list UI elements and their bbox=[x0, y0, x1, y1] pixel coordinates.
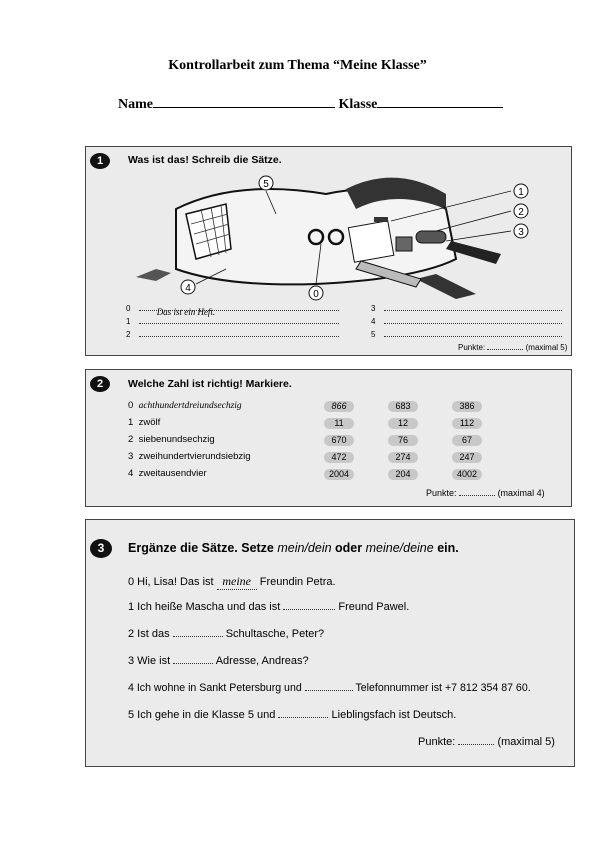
strap-left-shape bbox=[136, 269, 171, 281]
task2-points bbox=[426, 488, 545, 498]
callout-line-3 bbox=[446, 231, 511, 241]
line-1-answer[interactable] bbox=[139, 323, 339, 324]
option-pill[interactable]: 472 bbox=[324, 452, 354, 463]
callout-label-3: 3 bbox=[518, 227, 524, 238]
sentence-3 bbox=[128, 655, 309, 667]
sentence-text: Freundin Petra. bbox=[259, 576, 336, 588]
instruction-part: oder bbox=[331, 541, 366, 555]
row-number: 0 bbox=[128, 400, 134, 411]
line-2-answer[interactable] bbox=[139, 336, 339, 337]
glue-stick-shape bbox=[416, 231, 446, 243]
sentence-4 bbox=[128, 682, 531, 694]
line-3-answer[interactable] bbox=[384, 310, 562, 311]
task3-points bbox=[418, 736, 555, 748]
option-pill[interactable]: 4002 bbox=[452, 469, 482, 480]
line-5-number: 5 bbox=[371, 330, 376, 339]
task2-points-field[interactable] bbox=[459, 495, 495, 496]
callout-label-4: 4 bbox=[185, 283, 191, 294]
task2-number-badge: 2 bbox=[90, 376, 110, 392]
instruction-part: mein/dein bbox=[277, 541, 332, 555]
task2-row-1 bbox=[128, 417, 160, 428]
sentence-text: 4 Ich wohne in Sankt Petersburg und bbox=[128, 682, 302, 694]
sentence-text: Telefonnummer ist +7 812 354 87 60. bbox=[355, 682, 531, 694]
row-word: zweihundertvierundsiebzig bbox=[138, 451, 251, 462]
task2-row-0 bbox=[128, 400, 242, 411]
task2-box bbox=[85, 369, 572, 507]
sentence-text: 5 Ich gehe in die Klasse 5 und bbox=[128, 709, 276, 721]
line-4-number: 4 bbox=[371, 317, 376, 326]
line-0-number: 0 bbox=[126, 304, 131, 313]
task2-instruction: Welche Zahl ist richtig! Markiere. bbox=[128, 378, 292, 390]
task3-max-label: (maximal 5) bbox=[497, 736, 555, 748]
sentence-0 bbox=[128, 574, 336, 590]
task1-number-badge: 1 bbox=[90, 153, 110, 169]
task1-points-label: Punkte: bbox=[458, 343, 486, 352]
name-class-line bbox=[118, 93, 503, 113]
option-pill[interactable]: 386 bbox=[452, 401, 482, 412]
line-1-number: 1 bbox=[126, 317, 131, 326]
line-5 bbox=[371, 330, 562, 339]
sentence-text: Freund Pawel. bbox=[338, 601, 410, 613]
option-pill[interactable]: 670 bbox=[324, 435, 354, 446]
sentence-text: Schultasche, Peter? bbox=[225, 628, 325, 640]
sentence-text: 3 Wie ist bbox=[128, 655, 171, 667]
option-pill[interactable]: 274 bbox=[388, 452, 418, 463]
task1-points-field[interactable] bbox=[487, 349, 523, 350]
notebook-shape bbox=[348, 221, 393, 262]
task3-box bbox=[85, 519, 575, 767]
instruction-part: Ergänze die Sätze. Setze bbox=[128, 541, 278, 555]
sentence-5 bbox=[128, 709, 456, 721]
line-5-answer[interactable] bbox=[384, 336, 562, 337]
option-pill[interactable]: 866 bbox=[324, 401, 354, 412]
task1-points bbox=[458, 343, 567, 352]
line-2 bbox=[126, 330, 339, 339]
task1-max-label: (maximal 5) bbox=[525, 343, 568, 352]
option-pill[interactable]: 112 bbox=[452, 418, 482, 429]
option-pill[interactable]: 2004 bbox=[324, 469, 354, 480]
page-title: Kontrollarbeit zum Thema “Meine Klasse” bbox=[168, 58, 427, 73]
task2-points-label: Punkte: bbox=[426, 488, 457, 498]
row-number: 1 bbox=[128, 417, 134, 428]
task3-points-label: Punkte: bbox=[418, 736, 456, 748]
row-word: achthundertdreiundsechzig bbox=[138, 401, 242, 411]
line-3 bbox=[371, 304, 562, 313]
sentence-1 bbox=[128, 601, 409, 613]
callout-label-1: 1 bbox=[518, 187, 524, 198]
row-number: 3 bbox=[128, 451, 134, 462]
class-blank[interactable] bbox=[377, 93, 503, 108]
sentence-text: Adresse, Andreas? bbox=[215, 655, 309, 667]
instruction-part: meine/deine bbox=[365, 541, 434, 555]
sentence-3-blank[interactable] bbox=[173, 663, 213, 664]
name-blank[interactable] bbox=[153, 93, 335, 108]
row-word: zwölf bbox=[138, 417, 161, 428]
sentence-text: Lieblingsfach ist Deutsch. bbox=[331, 709, 457, 721]
task1-instruction: Was ist das! Schreib die Sätze. bbox=[128, 154, 282, 166]
task3-instruction bbox=[128, 541, 459, 555]
task1-box bbox=[85, 146, 572, 356]
sharpener-shape bbox=[396, 237, 412, 251]
line-4-answer[interactable] bbox=[384, 323, 562, 324]
row-number: 2 bbox=[128, 434, 134, 445]
strap-bottom-shape bbox=[416, 274, 476, 299]
option-pill[interactable]: 76 bbox=[388, 435, 418, 446]
sentence-2 bbox=[128, 628, 324, 640]
task2-row-2 bbox=[128, 434, 215, 445]
option-pill[interactable]: 683 bbox=[388, 401, 418, 412]
schoolbag-illustration bbox=[116, 169, 566, 309]
line-2-number: 2 bbox=[126, 330, 131, 339]
option-pill[interactable]: 204 bbox=[388, 469, 418, 480]
option-pill[interactable]: 11 bbox=[324, 418, 354, 429]
option-pill[interactable]: 12 bbox=[388, 418, 418, 429]
sentence-0-answer[interactable]: meine bbox=[217, 574, 257, 590]
option-pill[interactable]: 247 bbox=[452, 452, 482, 463]
option-pill[interactable]: 67 bbox=[452, 435, 482, 446]
row-word: zweitausendvier bbox=[138, 468, 207, 479]
line-0 bbox=[126, 304, 339, 317]
task3-points-field[interactable] bbox=[458, 744, 494, 745]
line-0-answer[interactable] bbox=[139, 307, 339, 317]
callout-label-2: 2 bbox=[518, 207, 524, 218]
sentence-4-blank[interactable] bbox=[305, 690, 353, 691]
instruction-part: ein. bbox=[433, 541, 459, 555]
line-4 bbox=[371, 317, 562, 326]
sentence-5-blank[interactable] bbox=[278, 717, 328, 718]
task2-max-label: (maximal 4) bbox=[497, 488, 545, 498]
callout-label-0: 0 bbox=[313, 289, 319, 300]
task2-row-4 bbox=[128, 468, 207, 479]
sentence-2-blank[interactable] bbox=[173, 636, 223, 637]
line-0-answer-text: Das ist ein Heft. bbox=[156, 307, 216, 317]
sentence-text: 2 Ist das bbox=[128, 628, 170, 640]
row-word: siebenundsechzig bbox=[138, 434, 215, 445]
sentence-text: 1 Ich heiße Mascha und das ist bbox=[128, 601, 281, 613]
line-1 bbox=[126, 317, 339, 326]
task3-number-badge: 3 bbox=[90, 539, 112, 558]
sentence-1-blank[interactable] bbox=[283, 609, 335, 610]
name-label: Name bbox=[118, 97, 153, 112]
pencil-shape bbox=[374, 217, 388, 222]
row-number: 4 bbox=[128, 468, 134, 479]
sentence-text: 0 Hi, Lisa! Das ist bbox=[128, 576, 214, 588]
line-3-number: 3 bbox=[371, 304, 376, 313]
task2-row-3 bbox=[128, 451, 251, 462]
callout-label-5: 5 bbox=[263, 179, 269, 190]
class-label: Klasse bbox=[338, 97, 378, 112]
